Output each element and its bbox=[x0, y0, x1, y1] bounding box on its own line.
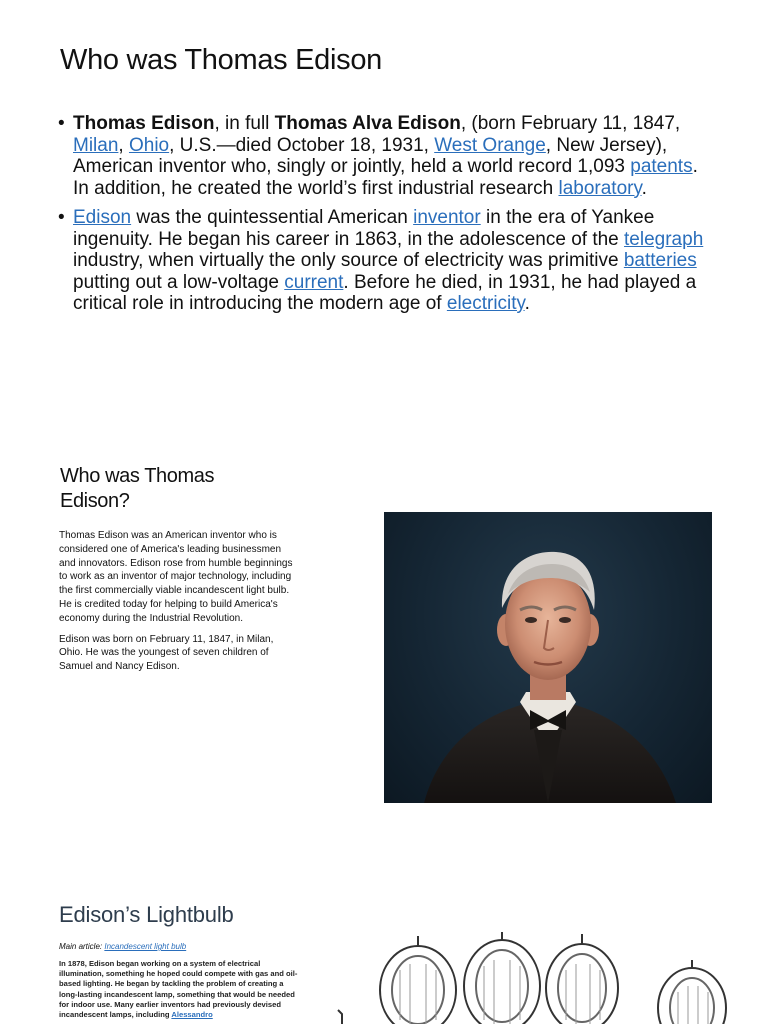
text-segment: , bbox=[118, 134, 129, 156]
link-incandescent-light-bulb[interactable]: Incandescent light bulb bbox=[104, 942, 187, 951]
slide3-body bbox=[59, 959, 299, 1020]
text-segment: . bbox=[524, 293, 530, 314]
text-segment: , U.S.—died October 18, 1931, bbox=[169, 134, 435, 156]
main-article-label: Main article: bbox=[59, 942, 105, 951]
link-telegraph[interactable]: telegraph bbox=[624, 228, 704, 250]
slide2-title: Who was Thomas Edison? bbox=[60, 465, 215, 512]
text-segment: putting out a low-voltage bbox=[73, 271, 285, 293]
link-milan[interactable]: Milan bbox=[73, 134, 119, 156]
text-segment: , New Jersey), American inventor who, singly or jointly, held a world record 1,093 bbox=[73, 134, 668, 177]
link-ohio[interactable]: Ohio bbox=[128, 134, 170, 156]
edison-portrait-image bbox=[384, 512, 712, 803]
link-edison[interactable]: Edison bbox=[73, 207, 132, 228]
text-segment: industry, when virtually the only source of electricity was primitive bbox=[73, 250, 624, 271]
link-alessandro[interactable]: Alessandro bbox=[171, 1010, 213, 1020]
link-current[interactable]: current bbox=[284, 271, 344, 293]
text-segment: . bbox=[641, 177, 647, 199]
lightbulb-drawings-image bbox=[320, 930, 768, 1024]
portrait-illustration bbox=[384, 512, 712, 803]
bullet-paragraph-2 bbox=[58, 207, 718, 315]
text-segment: , (born February 11, 1847, bbox=[460, 113, 681, 134]
text-segment: , in full bbox=[214, 113, 275, 134]
link-patents[interactable]: patents bbox=[630, 156, 693, 177]
bold-text: Thomas Alva Edison bbox=[274, 113, 461, 134]
link-electricity[interactable]: electricity bbox=[446, 293, 525, 314]
text-segment: . Before he died, in 1931, he had played a critical role in introducing the modern age of bbox=[73, 271, 697, 314]
slide3-title: Edison’s Lightbulb bbox=[59, 902, 234, 927]
slide2-body bbox=[59, 529, 299, 681]
slide2-paragraph-1: Thomas Edison was an American inventor who is considered one of America's leading businessmen and innovators. Edison rose from humble beginnings to work as an inventor of major technology, including the first commercially viable incandescent light bulb. He is credited today for helping to build America's economy during the Industrial Revolution. bbox=[59, 530, 293, 624]
bullet-dot: • bbox=[58, 113, 65, 134]
slide1-title: Who was Thomas Edison bbox=[60, 44, 382, 76]
lightbulb-illustration bbox=[320, 930, 768, 1024]
text-segment: in the era of Yankee ingenuity. He began his career in 1863, in the adolescence of the bbox=[73, 207, 655, 250]
link-laboratory[interactable]: laboratory bbox=[558, 177, 642, 199]
slide1-bullet-list bbox=[58, 113, 718, 323]
bullet-paragraph-1 bbox=[58, 113, 718, 199]
link-west-orange[interactable]: West Orange bbox=[434, 134, 546, 156]
link-batteries[interactable]: batteries bbox=[623, 250, 697, 271]
slide3-paragraph: In 1878, Edison began working on a system of electrical illumination, something he hoped could compete with gas and oil-based lighting. He began by tackling the problem of creating a long-lasting incandescent lamp, something that would be needed for indoor use. Many earlier inventors had previously devised incandescent lamps, including bbox=[59, 959, 298, 1020]
bullet-dot: • bbox=[58, 207, 65, 228]
text-segment: was the quintessential American bbox=[131, 207, 414, 228]
bold-text: Thomas Edison bbox=[73, 113, 215, 134]
main-article-line bbox=[59, 942, 186, 951]
slide2-paragraph-2: Edison was born on February 11, 1847, in Milan, Ohio. He was the youngest of seven children of Samuel and Nancy Edison. bbox=[59, 633, 274, 673]
text-segment: . In addition, he created the world’s first industrial research bbox=[73, 156, 698, 199]
link-inventor[interactable]: inventor bbox=[413, 207, 481, 228]
